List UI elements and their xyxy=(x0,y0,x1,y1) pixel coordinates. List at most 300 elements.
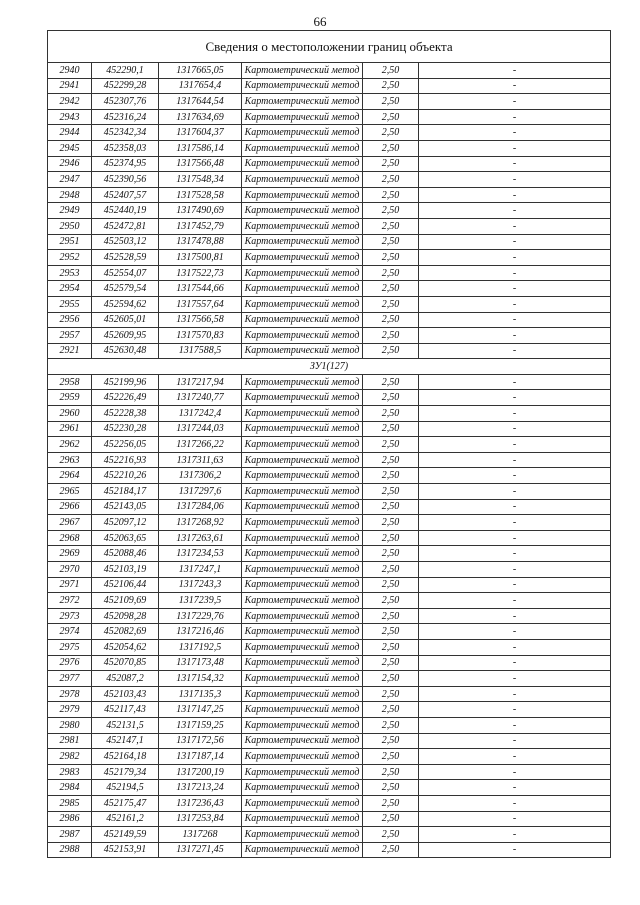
y-coordinate-cell: 1317147,25 xyxy=(159,702,242,718)
method-cell: Картометрический метод xyxy=(242,187,363,203)
point-number-cell: 2969 xyxy=(48,546,92,562)
description-cell: - xyxy=(419,156,611,172)
point-number-cell: 2961 xyxy=(48,421,92,437)
method-cell: Картометрический метод xyxy=(242,265,363,281)
accuracy-cell: 2,50 xyxy=(363,250,419,266)
table-row xyxy=(48,515,611,531)
x-coordinate-cell: 452594,62 xyxy=(92,296,159,312)
section-heading: ЗУ1(127) xyxy=(48,359,611,375)
table-row xyxy=(48,639,611,655)
y-coordinate-cell: 1317236,43 xyxy=(159,795,242,811)
y-coordinate-cell: 1317240,77 xyxy=(159,390,242,406)
y-coordinate-cell: 1317306,2 xyxy=(159,468,242,484)
table-row xyxy=(48,733,611,749)
accuracy-cell: 2,50 xyxy=(363,406,419,422)
method-cell: Картометрический метод xyxy=(242,421,363,437)
description-cell: - xyxy=(419,250,611,266)
point-number-cell: 2943 xyxy=(48,109,92,125)
x-coordinate-cell: 452082,69 xyxy=(92,624,159,640)
x-coordinate-cell: 452199,96 xyxy=(92,374,159,390)
accuracy-cell: 2,50 xyxy=(363,281,419,297)
table-row xyxy=(48,624,611,640)
table-row xyxy=(48,811,611,827)
method-cell: Картометрический метод xyxy=(242,546,363,562)
method-cell: Картометрический метод xyxy=(242,827,363,843)
x-coordinate-cell: 452440,19 xyxy=(92,203,159,219)
table-row xyxy=(48,827,611,843)
method-cell: Картометрический метод xyxy=(242,203,363,219)
method-cell: Картометрический метод xyxy=(242,686,363,702)
y-coordinate-cell: 1317566,58 xyxy=(159,312,242,328)
accuracy-cell: 2,50 xyxy=(363,140,419,156)
method-cell: Картометрический метод xyxy=(242,63,363,79)
y-coordinate-cell: 1317528,58 xyxy=(159,187,242,203)
description-cell: - xyxy=(419,374,611,390)
description-cell: - xyxy=(419,328,611,344)
description-cell: - xyxy=(419,593,611,609)
description-cell: - xyxy=(419,515,611,531)
description-cell: - xyxy=(419,203,611,219)
description-cell: - xyxy=(419,343,611,359)
description-cell: - xyxy=(419,577,611,593)
y-coordinate-cell: 1317490,69 xyxy=(159,203,242,219)
x-coordinate-cell: 452307,76 xyxy=(92,94,159,110)
point-number-cell: 2953 xyxy=(48,265,92,281)
method-cell: Картометрический метод xyxy=(242,406,363,422)
description-cell: - xyxy=(419,234,611,250)
table-row xyxy=(48,452,611,468)
method-cell: Картометрический метод xyxy=(242,218,363,234)
method-cell: Картометрический метод xyxy=(242,608,363,624)
accuracy-cell: 2,50 xyxy=(363,733,419,749)
x-coordinate-cell: 452579,54 xyxy=(92,281,159,297)
table-row xyxy=(48,702,611,718)
accuracy-cell: 2,50 xyxy=(363,374,419,390)
x-coordinate-cell: 452131,5 xyxy=(92,717,159,733)
x-coordinate-cell: 452098,28 xyxy=(92,608,159,624)
accuracy-cell: 2,50 xyxy=(363,546,419,562)
table-row xyxy=(48,593,611,609)
description-cell: - xyxy=(419,686,611,702)
description-cell: - xyxy=(419,639,611,655)
method-cell: Картометрический метод xyxy=(242,468,363,484)
x-coordinate-cell: 452109,69 xyxy=(92,593,159,609)
method-cell: Картометрический метод xyxy=(242,717,363,733)
accuracy-cell: 2,50 xyxy=(363,343,419,359)
point-number-cell: 2948 xyxy=(48,187,92,203)
y-coordinate-cell: 1317173,48 xyxy=(159,655,242,671)
point-number-cell: 2956 xyxy=(48,312,92,328)
accuracy-cell: 2,50 xyxy=(363,156,419,172)
y-coordinate-cell: 1317229,76 xyxy=(159,608,242,624)
point-number-cell: 2974 xyxy=(48,624,92,640)
point-number-cell: 2921 xyxy=(48,343,92,359)
y-coordinate-cell: 1317200,19 xyxy=(159,764,242,780)
description-cell: - xyxy=(419,125,611,141)
method-cell: Картометрический метод xyxy=(242,437,363,453)
method-cell: Картометрический метод xyxy=(242,749,363,765)
table-row xyxy=(48,437,611,453)
accuracy-cell: 2,50 xyxy=(363,187,419,203)
method-cell: Картометрический метод xyxy=(242,250,363,266)
description-cell: - xyxy=(419,63,611,79)
description-cell: - xyxy=(419,717,611,733)
table-row xyxy=(48,78,611,94)
table-row xyxy=(48,546,611,562)
y-coordinate-cell: 1317570,83 xyxy=(159,328,242,344)
accuracy-cell: 2,50 xyxy=(363,671,419,687)
description-cell: - xyxy=(419,842,611,858)
y-coordinate-cell: 1317234,53 xyxy=(159,546,242,562)
y-coordinate-cell: 1317557,64 xyxy=(159,296,242,312)
method-cell: Картометрический метод xyxy=(242,795,363,811)
x-coordinate-cell: 452147,1 xyxy=(92,733,159,749)
y-coordinate-cell: 1317452,79 xyxy=(159,218,242,234)
table-title: Сведения о местоположении границ объекта xyxy=(48,31,611,63)
point-number-cell: 2940 xyxy=(48,63,92,79)
accuracy-cell: 2,50 xyxy=(363,203,419,219)
point-number-cell: 2958 xyxy=(48,374,92,390)
x-coordinate-cell: 452609,95 xyxy=(92,328,159,344)
x-coordinate-cell: 452164,18 xyxy=(92,749,159,765)
accuracy-cell: 2,50 xyxy=(363,312,419,328)
y-coordinate-cell: 1317247,1 xyxy=(159,562,242,578)
method-cell: Картометрический метод xyxy=(242,577,363,593)
accuracy-cell: 2,50 xyxy=(363,655,419,671)
point-number-cell: 2954 xyxy=(48,281,92,297)
table-row xyxy=(48,780,611,796)
table-row xyxy=(48,484,611,500)
table-row xyxy=(48,468,611,484)
description-cell: - xyxy=(419,437,611,453)
x-coordinate-cell: 452230,28 xyxy=(92,421,159,437)
point-number-cell: 2945 xyxy=(48,140,92,156)
point-number-cell: 2981 xyxy=(48,733,92,749)
point-number-cell: 2968 xyxy=(48,530,92,546)
method-cell: Картометрический метод xyxy=(242,562,363,578)
x-coordinate-cell: 452299,28 xyxy=(92,78,159,94)
description-cell: - xyxy=(419,624,611,640)
description-cell: - xyxy=(419,390,611,406)
y-coordinate-cell: 1317172,56 xyxy=(159,733,242,749)
table-row xyxy=(48,406,611,422)
accuracy-cell: 2,50 xyxy=(363,94,419,110)
method-cell: Картометрический метод xyxy=(242,593,363,609)
x-coordinate-cell: 452153,91 xyxy=(92,842,159,858)
description-cell: - xyxy=(419,671,611,687)
point-number-cell: 2973 xyxy=(48,608,92,624)
y-coordinate-cell: 1317544,66 xyxy=(159,281,242,297)
y-coordinate-cell: 1317263,61 xyxy=(159,530,242,546)
method-cell: Картометрический метод xyxy=(242,343,363,359)
method-cell: Картометрический метод xyxy=(242,655,363,671)
accuracy-cell: 2,50 xyxy=(363,468,419,484)
point-number-cell: 2947 xyxy=(48,172,92,188)
description-cell: - xyxy=(419,827,611,843)
table-row xyxy=(48,187,611,203)
accuracy-cell: 2,50 xyxy=(363,624,419,640)
method-cell: Картометрический метод xyxy=(242,296,363,312)
x-coordinate-cell: 452228,38 xyxy=(92,406,159,422)
accuracy-cell: 2,50 xyxy=(363,593,419,609)
y-coordinate-cell: 1317213,24 xyxy=(159,780,242,796)
description-cell: - xyxy=(419,795,611,811)
table-row xyxy=(48,218,611,234)
method-cell: Картометрический метод xyxy=(242,281,363,297)
method-cell: Картометрический метод xyxy=(242,515,363,531)
page-number: 66 xyxy=(313,14,327,29)
accuracy-cell: 2,50 xyxy=(363,265,419,281)
y-coordinate-cell: 1317243,3 xyxy=(159,577,242,593)
method-cell: Картометрический метод xyxy=(242,94,363,110)
table-row xyxy=(48,562,611,578)
method-cell: Картометрический метод xyxy=(242,452,363,468)
table-row xyxy=(48,328,611,344)
method-cell: Картометрический метод xyxy=(242,234,363,250)
x-coordinate-cell: 452226,49 xyxy=(92,390,159,406)
table-row xyxy=(48,203,611,219)
x-coordinate-cell: 452554,07 xyxy=(92,265,159,281)
y-coordinate-cell: 1317500,81 xyxy=(159,250,242,266)
y-coordinate-cell: 1317239,5 xyxy=(159,593,242,609)
table-row xyxy=(48,608,611,624)
point-number-cell: 2962 xyxy=(48,437,92,453)
point-number-cell: 2941 xyxy=(48,78,92,94)
x-coordinate-cell: 452216,93 xyxy=(92,452,159,468)
y-coordinate-cell: 1317548,34 xyxy=(159,172,242,188)
method-cell: Картометрический метод xyxy=(242,78,363,94)
y-coordinate-cell: 1317586,14 xyxy=(159,140,242,156)
accuracy-cell: 2,50 xyxy=(363,639,419,655)
y-coordinate-cell: 1317478,88 xyxy=(159,234,242,250)
accuracy-cell: 2,50 xyxy=(363,78,419,94)
table-row xyxy=(48,764,611,780)
description-cell: - xyxy=(419,764,611,780)
method-cell: Картометрический метод xyxy=(242,312,363,328)
x-coordinate-cell: 452630,48 xyxy=(92,343,159,359)
description-cell: - xyxy=(419,281,611,297)
table-row xyxy=(48,671,611,687)
y-coordinate-cell: 1317665,05 xyxy=(159,63,242,79)
boundary-points-table xyxy=(47,30,611,858)
point-number-cell: 2944 xyxy=(48,125,92,141)
x-coordinate-cell: 452088,46 xyxy=(92,546,159,562)
y-coordinate-cell: 1317154,32 xyxy=(159,671,242,687)
description-cell: - xyxy=(419,484,611,500)
accuracy-cell: 2,50 xyxy=(363,452,419,468)
x-coordinate-cell: 452087,2 xyxy=(92,671,159,687)
table-row xyxy=(48,140,611,156)
point-number-cell: 2975 xyxy=(48,639,92,655)
accuracy-cell: 2,50 xyxy=(363,702,419,718)
point-number-cell: 2955 xyxy=(48,296,92,312)
description-cell: - xyxy=(419,530,611,546)
accuracy-cell: 2,50 xyxy=(363,686,419,702)
accuracy-cell: 2,50 xyxy=(363,608,419,624)
point-number-cell: 2967 xyxy=(48,515,92,531)
accuracy-cell: 2,50 xyxy=(363,577,419,593)
table-row xyxy=(48,421,611,437)
point-number-cell: 2966 xyxy=(48,499,92,515)
x-coordinate-cell: 452390,56 xyxy=(92,172,159,188)
x-coordinate-cell: 452054,62 xyxy=(92,639,159,655)
point-number-cell: 2986 xyxy=(48,811,92,827)
accuracy-cell: 2,50 xyxy=(363,421,419,437)
table-row xyxy=(48,172,611,188)
accuracy-cell: 2,50 xyxy=(363,562,419,578)
description-cell: - xyxy=(419,546,611,562)
accuracy-cell: 2,50 xyxy=(363,172,419,188)
table-row xyxy=(48,717,611,733)
point-number-cell: 2972 xyxy=(48,593,92,609)
x-coordinate-cell: 452358,03 xyxy=(92,140,159,156)
y-coordinate-cell: 1317187,14 xyxy=(159,749,242,765)
method-cell: Картометрический метод xyxy=(242,624,363,640)
y-coordinate-cell: 1317634,69 xyxy=(159,109,242,125)
description-cell: - xyxy=(419,452,611,468)
method-cell: Картометрический метод xyxy=(242,140,363,156)
x-coordinate-cell: 452103,19 xyxy=(92,562,159,578)
method-cell: Картометрический метод xyxy=(242,764,363,780)
table-row xyxy=(48,343,611,359)
point-number-cell: 2987 xyxy=(48,827,92,843)
point-number-cell: 2970 xyxy=(48,562,92,578)
method-cell: Картометрический метод xyxy=(242,702,363,718)
table-row xyxy=(48,686,611,702)
method-cell: Картометрический метод xyxy=(242,328,363,344)
y-coordinate-cell: 1317297,6 xyxy=(159,484,242,500)
y-coordinate-cell: 1317216,46 xyxy=(159,624,242,640)
point-number-cell: 2977 xyxy=(48,671,92,687)
y-coordinate-cell: 1317522,73 xyxy=(159,265,242,281)
point-number-cell: 2950 xyxy=(48,218,92,234)
y-coordinate-cell: 1317284,06 xyxy=(159,499,242,515)
x-coordinate-cell: 452210,26 xyxy=(92,468,159,484)
point-number-cell: 2984 xyxy=(48,780,92,796)
accuracy-cell: 2,50 xyxy=(363,764,419,780)
description-cell: - xyxy=(419,421,611,437)
method-cell: Картометрический метод xyxy=(242,484,363,500)
x-coordinate-cell: 452605,01 xyxy=(92,312,159,328)
table-row xyxy=(48,795,611,811)
method-cell: Картометрический метод xyxy=(242,499,363,515)
accuracy-cell: 2,50 xyxy=(363,390,419,406)
x-coordinate-cell: 452175,47 xyxy=(92,795,159,811)
description-cell: - xyxy=(419,468,611,484)
accuracy-cell: 2,50 xyxy=(363,811,419,827)
accuracy-cell: 2,50 xyxy=(363,842,419,858)
y-coordinate-cell: 1317268,92 xyxy=(159,515,242,531)
method-cell: Картометрический метод xyxy=(242,842,363,858)
accuracy-cell: 2,50 xyxy=(363,109,419,125)
x-coordinate-cell: 452316,24 xyxy=(92,109,159,125)
table-row xyxy=(48,94,611,110)
description-cell: - xyxy=(419,218,611,234)
accuracy-cell: 2,50 xyxy=(363,484,419,500)
table-row xyxy=(48,655,611,671)
point-number-cell: 2959 xyxy=(48,390,92,406)
description-cell: - xyxy=(419,499,611,515)
table-row xyxy=(48,312,611,328)
point-number-cell: 2960 xyxy=(48,406,92,422)
x-coordinate-cell: 452063,65 xyxy=(92,530,159,546)
description-cell: - xyxy=(419,702,611,718)
point-number-cell: 2964 xyxy=(48,468,92,484)
y-coordinate-cell: 1317159,25 xyxy=(159,717,242,733)
point-number-cell: 2988 xyxy=(48,842,92,858)
point-number-cell: 2982 xyxy=(48,749,92,765)
table-row xyxy=(48,296,611,312)
description-cell: - xyxy=(419,187,611,203)
method-cell: Картометрический метод xyxy=(242,172,363,188)
method-cell: Картометрический метод xyxy=(242,109,363,125)
point-number-cell: 2957 xyxy=(48,328,92,344)
table-row xyxy=(48,281,611,297)
method-cell: Картометрический метод xyxy=(242,671,363,687)
accuracy-cell: 2,50 xyxy=(363,780,419,796)
y-coordinate-cell: 1317244,03 xyxy=(159,421,242,437)
method-cell: Картометрический метод xyxy=(242,156,363,172)
point-number-cell: 2951 xyxy=(48,234,92,250)
table-row xyxy=(48,125,611,141)
description-cell: - xyxy=(419,172,611,188)
point-number-cell: 2980 xyxy=(48,717,92,733)
table-row xyxy=(48,63,611,79)
table-row xyxy=(48,234,611,250)
description-cell: - xyxy=(419,140,611,156)
x-coordinate-cell: 452117,43 xyxy=(92,702,159,718)
description-cell: - xyxy=(419,811,611,827)
accuracy-cell: 2,50 xyxy=(363,499,419,515)
method-cell: Картометрический метод xyxy=(242,374,363,390)
point-number-cell: 2985 xyxy=(48,795,92,811)
x-coordinate-cell: 452194,5 xyxy=(92,780,159,796)
x-coordinate-cell: 452149,59 xyxy=(92,827,159,843)
x-coordinate-cell: 452070,85 xyxy=(92,655,159,671)
method-cell: Картометрический метод xyxy=(242,733,363,749)
point-number-cell: 2949 xyxy=(48,203,92,219)
x-coordinate-cell: 452184,17 xyxy=(92,484,159,500)
method-cell: Картометрический метод xyxy=(242,390,363,406)
description-cell: - xyxy=(419,265,611,281)
point-number-cell: 2952 xyxy=(48,250,92,266)
x-coordinate-cell: 452161,2 xyxy=(92,811,159,827)
description-cell: - xyxy=(419,562,611,578)
method-cell: Картометрический метод xyxy=(242,780,363,796)
accuracy-cell: 2,50 xyxy=(363,717,419,733)
x-coordinate-cell: 452503,12 xyxy=(92,234,159,250)
point-number-cell: 2946 xyxy=(48,156,92,172)
table-row xyxy=(48,577,611,593)
point-number-cell: 2942 xyxy=(48,94,92,110)
x-coordinate-cell: 452290,1 xyxy=(92,63,159,79)
y-coordinate-cell: 1317266,22 xyxy=(159,437,242,453)
y-coordinate-cell: 1317311,63 xyxy=(159,452,242,468)
table-row xyxy=(48,265,611,281)
point-number-cell: 2971 xyxy=(48,577,92,593)
point-number-cell: 2979 xyxy=(48,702,92,718)
accuracy-cell: 2,50 xyxy=(363,63,419,79)
x-coordinate-cell: 452097,12 xyxy=(92,515,159,531)
table-row xyxy=(48,109,611,125)
y-coordinate-cell: 1317271,45 xyxy=(159,842,242,858)
method-cell: Картометрический метод xyxy=(242,811,363,827)
table-body xyxy=(48,31,611,858)
x-coordinate-cell: 452407,57 xyxy=(92,187,159,203)
x-coordinate-cell: 452143,05 xyxy=(92,499,159,515)
description-cell: - xyxy=(419,655,611,671)
x-coordinate-cell: 452106,44 xyxy=(92,577,159,593)
